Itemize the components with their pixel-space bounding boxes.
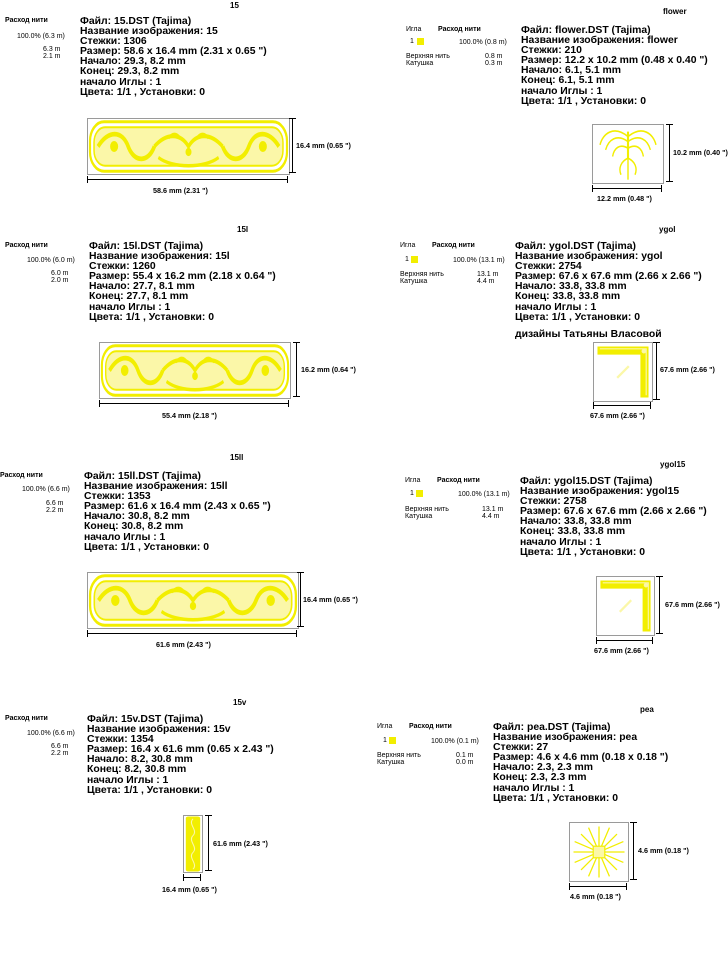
name-line: Название изображения: 15v [87,724,231,736]
thread-header: Расход нити [437,477,480,484]
scroll-motif-icon [100,343,290,398]
top-thread-value: 0.1 m [456,752,474,759]
top-thread-value: 13.1 m [477,271,499,278]
dimension-tick [293,396,300,397]
end-line: Конец: 33.8, 33.8 mm [520,526,626,538]
width-label: 4.6 mm (0.18 ") [570,892,621,901]
needle-number: 1 [410,38,414,45]
end-line: Конец: 27.7, 8.1 mm [89,291,189,303]
bobbin-value: 4.4 m [482,513,500,520]
height-label: 16.4 mm (0.65 ") [296,141,351,150]
design-preview [596,576,655,636]
dimension-tick [287,176,288,183]
design-tag: ygol15 [660,460,686,469]
stitches-line: Стежки: 1353 [84,491,151,503]
top-thread-value: 6.6 m [46,500,64,507]
thread-color-swatch [417,38,424,45]
dimension-tick [205,870,212,871]
thread-percentage: 100.0% (13.1 m) [453,257,505,264]
design-info [84,472,271,553]
dimension-tick [650,402,651,409]
height-dimension-line [659,576,660,634]
top-thread-value: 13.1 m [482,506,504,513]
width-dimension-line [87,179,288,180]
top-thread-value: 0.8 m [485,53,503,60]
dimension-tick [289,172,296,173]
height-dimension-line [669,124,670,182]
height-label: 4.6 mm (0.18 ") [638,846,689,855]
dimension-tick [656,576,663,577]
file-line: Файл: ygol.DST (Tajima) [515,241,636,252]
dimension-tick [592,185,593,192]
design-preview [569,822,629,882]
design-tag: ygol [659,225,676,234]
bobbin-value: 2.2 m [51,750,69,757]
needle-header: Игла [405,477,421,484]
width-label: 16.4 mm (0.65 ") [162,885,217,894]
width-dimension-line [592,188,662,189]
needle-header: Игла [406,26,422,33]
height-label: 16.4 mm (0.65 ") [303,595,358,604]
width-label: 67.6 mm (2.66 ") [590,411,645,420]
needle-start-line: начало Иглы : 1 [520,536,602,548]
name-line: Название изображения: ygol [515,251,663,263]
thread-percentage: 100.0% (6.0 m) [27,257,75,264]
design-preview [99,342,291,399]
thread-color-swatch [389,737,396,744]
needle-start-line: начало Иглы : 1 [87,774,169,786]
height-label: 16.2 mm (0.64 ") [301,365,356,374]
bobbin-value: 0.3 m [485,60,503,67]
thread-percentage: 100.0% (0.1 m) [431,738,479,745]
start-line: Начало: 33.8, 33.8 mm [515,281,627,293]
dimension-tick [99,400,100,407]
size-line: Размер: 12.2 x 10.2 mm (0.48 x 0.40 ") [521,55,708,67]
thread-header: Расход нити [5,17,48,24]
colors-line: Цвета: 1/1 , Установки: 0 [87,784,212,796]
dimension-tick [661,185,662,192]
thread-percentage: 100.0% (6.3 m) [17,33,65,40]
colors-line: Цвета: 1/1 , Установки: 0 [493,792,618,804]
needle-start-line: начало Иглы : 1 [80,76,162,88]
start-line: Начало: 6.1, 5.1 mm [521,65,622,77]
thread-percentage: 100.0% (6.6 m) [27,730,75,737]
thread-header: Расход нити [438,26,481,33]
thread-color-swatch [411,256,418,263]
thread-percentage: 100.0% (0.8 m) [459,39,507,46]
thread-color-swatch [416,490,423,497]
bobbin-value: 0.0 m [456,759,474,766]
dimension-tick [293,342,300,343]
vertical-motif-icon [184,816,202,872]
end-line: Конец: 30.8, 8.2 mm [84,521,184,533]
height-dimension-line [208,815,209,871]
top-thread-value: 6.3 m [43,46,61,53]
needle-start-line: начало Иглы : 1 [515,301,597,313]
file-line: Файл: 15ll.DST (Tajima) [84,471,201,482]
width-dimension-line [596,640,653,641]
dimension-tick [297,572,304,573]
bobbin-value: 2.0 m [51,277,69,284]
width-label: 58.6 mm (2.31 ") [153,186,208,195]
dimension-tick [297,626,304,627]
width-label: 67.6 mm (2.66 ") [594,646,649,655]
design-tag: flower [663,7,687,16]
dimension-tick [656,633,663,634]
name-line: Название изображения: 15ll [84,481,228,493]
file-line: Файл: ygol15.DST (Tajima) [520,476,653,487]
file-line: Файл: flower.DST (Tajima) [521,25,651,36]
design-preview [593,342,653,402]
needle-number: 1 [405,256,409,263]
colors-line: Цвета: 1/1 , Установки: 0 [80,86,205,98]
width-dimension-line [183,877,201,878]
bobbin-label: Катушка [405,513,433,520]
width-dimension-line [593,405,651,406]
thread-percentage: 100.0% (6.6 m) [22,486,70,493]
bobbin-label: Катушка [377,759,405,766]
size-line: Размер: 55.4 x 16.2 mm (2.18 x 0.64 ") [89,271,276,283]
end-line: Конец: 8.2, 30.8 mm [87,764,187,776]
dimension-tick [205,815,212,816]
dimension-tick [652,637,653,644]
stitches-line: Стежки: 1260 [89,261,156,273]
stitches-line: Стежки: 210 [521,45,582,57]
dimension-tick [569,883,570,890]
dimension-tick [630,879,637,880]
dimension-tick [288,400,289,407]
flower-motif-icon [593,125,663,183]
dimension-tick [596,637,597,644]
dimension-tick [666,181,673,182]
stitches-line: Стежки: 1354 [87,734,154,746]
dimension-tick [296,630,297,637]
name-line: Название изображения: ygol15 [520,486,680,498]
thread-header: Расход нити [432,242,475,249]
colors-line: Цвета: 1/1 , Установки: 0 [520,546,645,558]
height-label: 61.6 mm (2.43 ") [213,839,268,848]
top-thread-label: Верхняя нить [405,506,449,513]
dimension-tick [289,118,296,119]
file-line: Файл: pea.DST (Tajima) [493,722,611,733]
file-line: Файл: 15v.DST (Tajima) [87,714,204,725]
design-info [521,26,708,107]
top-thread-label: Верхняя нить [400,271,444,278]
width-label: 55.4 mm (2.18 ") [162,411,217,420]
design-info [89,242,276,323]
colors-line: Цвета: 1/1 , Установки: 0 [84,541,209,553]
start-line: Начало: 29.3, 8.2 mm [80,56,186,68]
height-dimension-line [292,118,293,173]
end-line: Конец: 2.3, 2.3 mm [493,772,587,784]
bobbin-label: Катушка [400,278,428,285]
scroll-motif-icon [88,573,298,628]
end-line: Конец: 33.8, 33.8 mm [515,291,621,303]
needle-start-line: начало Иглы : 1 [493,782,575,794]
stitches-line: Стежки: 1306 [80,36,147,48]
height-label: 67.6 mm (2.66 ") [665,600,720,609]
name-line: Название изображения: 15l [89,251,230,263]
dimension-tick [87,176,88,183]
design-info [87,715,274,796]
width-dimension-line [569,886,627,887]
height-dimension-line [296,342,297,397]
dimension-tick [666,124,673,125]
top-thread-value: 6.0 m [51,270,69,277]
size-line: Размер: 61.6 x 16.4 mm (2.43 x 0.65 ") [84,501,271,513]
design-tag: pea [640,705,654,714]
size-line: Размер: 67.6 x 67.6 mm (2.66 x 2.66 ") [515,271,702,283]
design-info [493,723,668,804]
top-thread-label: Верхняя нить [377,752,421,759]
thread-header: Расход нити [409,723,452,730]
thread-header: Расход нити [0,472,43,479]
needle-start-line: начало Иглы : 1 [89,301,171,313]
star-motif-icon [570,823,628,881]
needle-header: Игла [377,723,393,730]
thread-header: Расход нити [5,242,48,249]
thread-percentage: 100.0% (13.1 m) [458,491,510,498]
needle-start-line: начало Иглы : 1 [84,531,166,543]
bobbin-label: Катушка [406,60,434,67]
width-label: 61.6 mm (2.43 ") [156,640,211,649]
start-line: Начало: 8.2, 30.8 mm [87,754,193,766]
name-line: Название изображения: flower [521,35,678,47]
needle-header: Игла [400,242,416,249]
design-tag: 15 [230,1,239,10]
colors-line: Цвета: 1/1 , Установки: 0 [89,311,214,323]
design-preview [87,572,299,629]
design-tag: 15l [237,225,249,234]
corner-motif-icon [594,343,652,401]
start-line: Начало: 30.8, 8.2 mm [84,511,190,523]
design-info [515,242,702,323]
dimension-tick [87,630,88,637]
size-line: Размер: 67.6 x 67.6 mm (2.66 x 2.66 ") [520,506,707,518]
size-line: Размер: 16.4 x 61.6 mm (0.65 x 2.43 ") [87,744,274,756]
design-preview [592,124,664,184]
name-line: Название изображения: 15 [80,26,218,38]
size-line: Размер: 58.6 x 16.4 mm (2.31 x 0.65 ") [80,46,267,58]
file-line: Файл: 15.DST (Tajima) [80,16,192,27]
width-dimension-line [87,633,297,634]
name-line: Название изображения: pea [493,732,638,744]
designer-credit: дизайны Татьяны Власовой [515,329,662,340]
file-line: Файл: 15l.DST (Tajima) [89,241,204,252]
top-thread-value: 6.6 m [51,743,69,750]
bobbin-value: 4.4 m [477,278,495,285]
height-label: 10.2 mm (0.40 ") [673,148,728,157]
colors-line: Цвета: 1/1 , Установки: 0 [515,311,640,323]
start-line: Начало: 27.7, 8.1 mm [89,281,195,293]
design-preview [183,815,203,873]
design-tag: 15ll [230,453,244,462]
dimension-tick [200,874,201,881]
needle-number: 1 [383,737,387,744]
dimension-tick [630,822,637,823]
dimension-tick [653,342,660,343]
start-line: Начало: 33.8, 33.8 mm [520,516,632,528]
end-line: Конец: 29.3, 8.2 mm [80,66,180,78]
design-preview [87,118,290,175]
needle-number: 1 [410,490,414,497]
bobbin-value: 2.1 m [43,53,61,60]
design-info [520,477,707,558]
size-line: Размер: 4.6 x 4.6 mm (0.18 x 0.18 ") [493,752,669,764]
end-line: Конец: 6.1, 5.1 mm [521,75,615,87]
stitches-line: Стежки: 2758 [520,496,587,508]
start-line: Начало: 2.3, 2.3 mm [493,762,594,774]
top-thread-label: Верхняя нить [406,53,450,60]
needle-start-line: начало Иглы : 1 [521,85,603,97]
bobbin-value: 2.2 m [46,507,64,514]
height-dimension-line [633,822,634,880]
stitches-line: Стежки: 2754 [515,261,582,273]
design-tag: 15v [233,698,247,707]
height-dimension-line [300,572,301,627]
height-label: 67.6 mm (2.66 ") [660,365,715,374]
thread-header: Расход нити [5,715,48,722]
corner-motif-icon [597,577,654,635]
dimension-tick [183,874,184,881]
width-label: 12.2 mm (0.48 ") [597,194,652,203]
colors-line: Цвета: 1/1 , Установки: 0 [521,95,646,107]
design-info [80,17,267,98]
dimension-tick [626,883,627,890]
height-dimension-line [656,342,657,400]
stitches-line: Стежки: 27 [493,742,549,754]
scroll-motif-icon [88,119,289,174]
dimension-tick [653,399,660,400]
width-dimension-line [99,403,289,404]
dimension-tick [593,402,594,409]
